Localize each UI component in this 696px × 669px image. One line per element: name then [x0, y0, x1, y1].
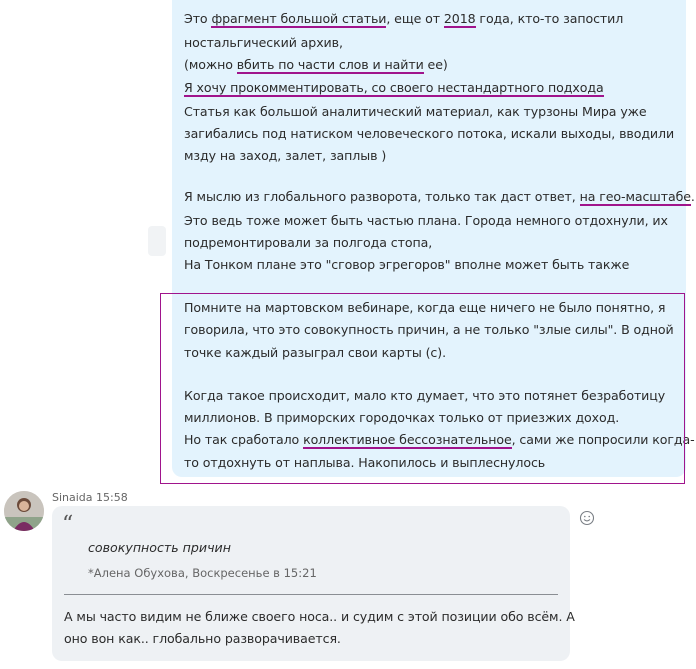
own-line-15: Когда такое происходит, мало кто думает, что это потянет безработицу: [184, 388, 666, 403]
own-line-8: Я мыслю из глобального разворота, только так даст ответ, на гео-масштабе.: [184, 189, 695, 204]
quote-icon: “: [62, 512, 74, 537]
reply-time: 15:58: [96, 491, 128, 504]
annotation-underline: фрагмент большой статьи: [211, 11, 387, 26]
reply-meta: [52, 491, 128, 504]
own-line-16: миллионов. В приморских городочках только от приезжих доход.: [184, 410, 620, 425]
hover-placeholder: [148, 226, 166, 256]
quote-attribution: *Алена Обухова, Воскресенье в 15:21: [88, 566, 317, 580]
own-line-7: мзду на заход, залет, заплыв ): [184, 148, 387, 163]
own-line-2: ностальгический архив,: [184, 35, 343, 50]
annotation-highlight-box: [160, 293, 685, 484]
annotation-underline: коллективное бессознательное: [303, 432, 512, 447]
annotation-underline: на гео-масштабе: [579, 189, 691, 204]
own-line-17: Но так сработало коллективное бессознательное, сами же попросили когда-: [184, 432, 695, 447]
own-line-10: подремонтировали за полгода стопа,: [184, 235, 433, 250]
own-line-12: Помните на мартовском вебинаре, когда еще ничего не было понятно, я: [184, 300, 666, 315]
reply-author: Sinaida: [52, 491, 93, 504]
own-line-4: [184, 77, 604, 99]
own-line-14: точке каждый разыграл свои карты (с).: [184, 345, 446, 360]
avatar[interactable]: [4, 491, 44, 531]
own-line-18: то отдохнуть от наплыва. Накопилось и выплеснулось: [184, 455, 546, 470]
reply-body-line-1: А мы часто видим не ближе своего носа.. и судим с этой позиции обо всём. А: [64, 609, 575, 624]
own-line-1: Это фрагмент большой статьи, еще от 2018 года, кто-то запостил: [184, 11, 624, 26]
annotation-underline: 2018: [443, 11, 476, 26]
annotation-underline: вбить по части слов и найти: [236, 57, 424, 72]
own-line-13: говорила, что это совокупность причин, а не только "злые силы". В одной: [184, 322, 674, 337]
annotation-underline: Я хочу прокомментировать, со своего нестандартного подхода: [184, 80, 604, 95]
emoji-smile-icon[interactable]: [579, 510, 595, 526]
own-line-9: Это ведь тоже может быть частью плана. Города немного отдохнули, их: [184, 213, 668, 228]
own-line-6: загибались под натиском человеческого потока, искали выходы, вводили: [184, 126, 675, 141]
own-line-3: (можно вбить по части слов и найти ее): [184, 57, 448, 72]
own-line-5: Статья как большой аналитический материал, как турзоны Мира уже: [184, 104, 647, 119]
quote-divider: [64, 594, 558, 595]
quote-text: совокупность причин: [88, 540, 231, 555]
reply-body-line-2: оно вон как.. глобально разворачивается.: [64, 631, 341, 646]
own-line-11: На Тонком плане это "сговор эгрегоров" вполне может быть также: [184, 257, 630, 272]
